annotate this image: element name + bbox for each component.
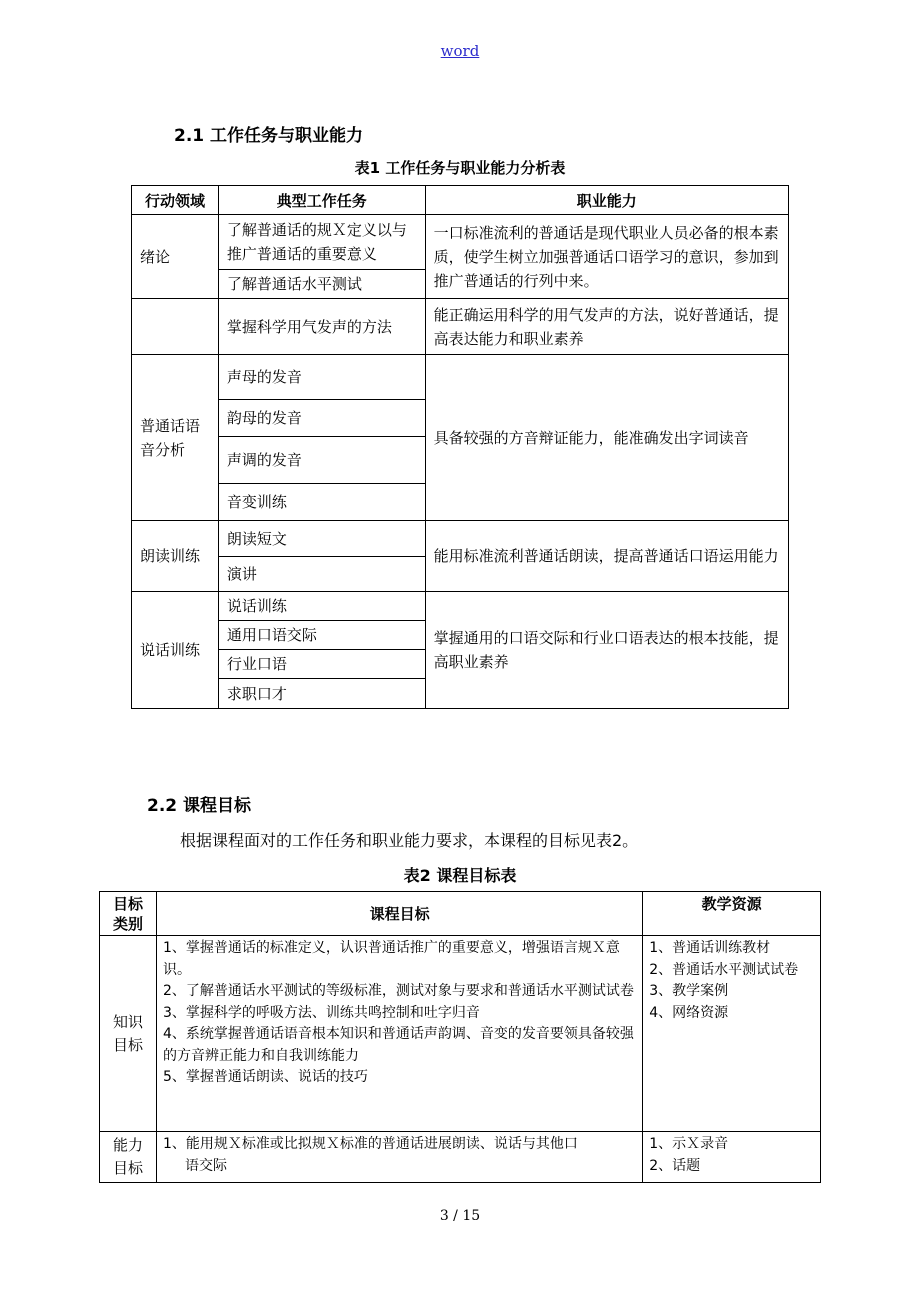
resources-cell xyxy=(643,936,821,1132)
goal-item: 2、了解普通话水平测试的等级标准，测试对象与要求和普通话水平测试试卷 xyxy=(162,983,634,999)
table-header-row xyxy=(100,892,821,936)
column-header: 典型工作任务 xyxy=(218,186,425,215)
task-cell: 音变训练 xyxy=(218,484,425,521)
category-label: 知识目标 xyxy=(112,1012,143,1054)
resource-item: 1、普通话训练教材 xyxy=(649,940,771,956)
column-header: 行动领域 xyxy=(132,186,219,215)
domain-cell xyxy=(132,299,219,355)
resource-item: 4、网络资源 xyxy=(649,1004,729,1021)
resource-item: 2、话题 xyxy=(649,1157,701,1174)
table-work-tasks xyxy=(131,185,789,709)
resources-cell xyxy=(643,1132,821,1183)
task-cell: 行业口语 xyxy=(218,650,425,679)
task-cell: 声调的发音 xyxy=(218,437,425,484)
section-heading-2-2: 2.2 课程目标 xyxy=(147,796,252,816)
domain-cell: 说话训练 xyxy=(132,592,219,709)
task-cell: 求职口才 xyxy=(218,679,425,709)
table-row xyxy=(132,215,789,270)
table-course-goals xyxy=(99,891,821,1183)
table-header-row xyxy=(132,186,789,215)
column-header: 职业能力 xyxy=(425,186,788,215)
domain-cell: 普通话语音分析 xyxy=(132,355,219,521)
ability-cell: 具备较强的方音辩证能力，能准确发出字词读音 xyxy=(425,355,788,521)
goal-item: 1、掌握普通话的标准定义，认识普通话推广的重要意义，增强语言规Ｘ意识。 xyxy=(162,940,620,978)
goal-item: 3、掌握科学的呼吸方法、训练共鸣控制和吐字归音 xyxy=(162,1004,480,1021)
ability-cell: 能用标准流利普通话朗读，提高普通话口语运用能力 xyxy=(425,521,788,592)
ability-cell: 能正确运用科学的用气发声的方法，说好普通话，提高表达能力和职业素养 xyxy=(425,299,788,355)
goal-item: 5、掌握普通话朗读、说话的技巧 xyxy=(162,1069,368,1085)
page-number: 3 / 15 xyxy=(439,1208,481,1224)
goals-cell xyxy=(156,936,642,1132)
goal-item: 1、能用规Ｘ标准或比拟规Ｘ标准的普通话进展朗读、说话与其他口 xyxy=(162,1136,578,1152)
task-cell: 了解普通话水平测试 xyxy=(218,270,425,299)
table-row xyxy=(100,1132,821,1183)
header-word-link[interactable]: word xyxy=(440,42,480,60)
table-row xyxy=(132,592,789,621)
table-row xyxy=(132,299,789,355)
category-cell xyxy=(100,936,157,1132)
section-heading-2-1: 2.1 工作任务与职业能力 xyxy=(174,126,364,146)
column-header: 教学资源 xyxy=(643,892,821,936)
task-cell: 掌握科学用气发声的方法 xyxy=(218,299,425,355)
resource-item: 3、教学案例 xyxy=(649,983,729,999)
domain-cell: 朗读训练 xyxy=(132,521,219,592)
resource-item: 2、普通话水平测试试卷 xyxy=(649,961,799,978)
domain-cell: 绪论 xyxy=(132,215,219,299)
ability-cell: 一口标准流利的普通话是现代职业人员必备的根本素质，使学生树立加强普通话口语学习的意识，参加到推广普通话的行列中来。 xyxy=(425,215,788,299)
ability-cell: 掌握通用的口语交际和行业口语表达的根本技能，提高职业素养 xyxy=(425,592,788,709)
goal-item: 4、系统掌握普通话语音根本知识和普通话声韵调、音变的发音要领具备较强的方音辨正能力和自我训练能力 xyxy=(162,1026,634,1064)
task-cell: 演讲 xyxy=(218,557,425,592)
goal-item: 语交际 xyxy=(184,1157,227,1174)
column-header: 课程目标 xyxy=(156,892,642,936)
table-row xyxy=(132,355,789,400)
table2-caption: 表2 课程目标表 xyxy=(403,866,517,885)
task-cell: 了解普通话的规Ｘ定义以与推广普通话的重要意义 xyxy=(218,215,425,270)
category-cell xyxy=(100,1132,157,1183)
resource-item: 1、示Ｘ录音 xyxy=(649,1136,729,1152)
task-cell: 说话训练 xyxy=(218,592,425,621)
category-label: 能力目标 xyxy=(112,1136,143,1177)
task-cell: 韵母的发音 xyxy=(218,400,425,437)
task-cell: 声母的发音 xyxy=(218,355,425,400)
table-row xyxy=(100,936,821,1132)
goals-cell xyxy=(156,1132,642,1183)
task-cell: 通用口语交际 xyxy=(218,621,425,650)
task-cell: 朗读短文 xyxy=(218,521,425,557)
column-header: 目标类别 xyxy=(100,892,157,936)
table-row xyxy=(132,521,789,557)
paragraph: 根据课程面对的工作任务和职业能力要求，本课程的目标见表2。 xyxy=(180,831,639,850)
table1-caption: 表1 工作任务与职业能力分析表 xyxy=(354,159,566,177)
